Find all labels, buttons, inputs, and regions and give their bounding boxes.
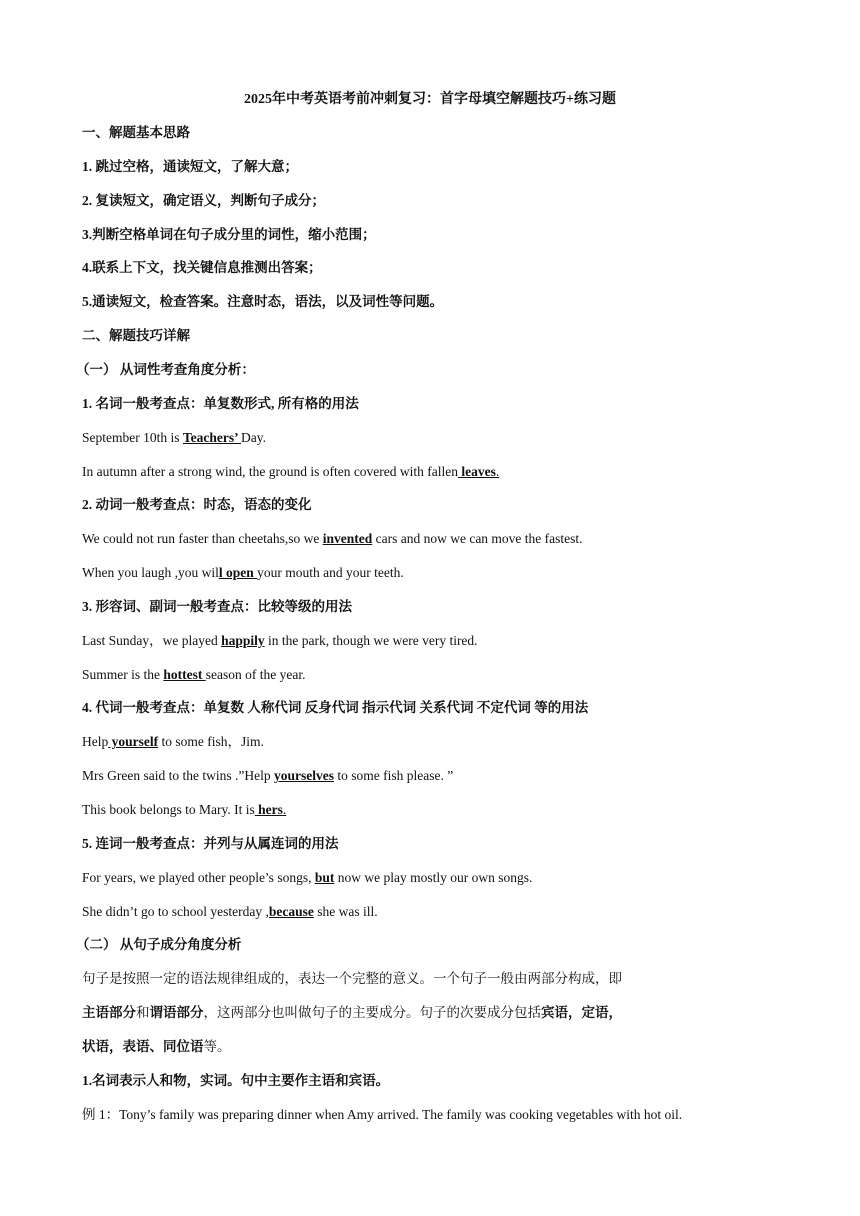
step-5: 5.通读短文，检查答案。注意时态，语法，以及词性等问题。 [82,294,444,309]
conj-example-2 [82,903,378,921]
text-before: Summer is the [82,667,164,682]
text-before: Last Sunday，we played [82,633,222,648]
term-object-attribute: 宾语，定语， [541,1005,622,1020]
term-subject: 主语部分 [82,1005,136,1020]
verb-heading: 2. 动词一般考查点：时态，语态的变化 [82,497,312,512]
step-4: 4.联系上下文，找关键信息推测出答案； [82,260,322,275]
noun-heading: 1. 名词一般考查点：单复数形式, 所有格的用法 [82,396,359,411]
text-after: to some fish please. ” [333,768,454,783]
conj-heading: 5. 连词一般考查点：并列与从属连词的用法 [82,836,339,851]
text-after: now we play mostly our own songs. [334,870,533,885]
section2-heading: 二、解题技巧详解 [82,328,190,343]
text-after: . [495,464,500,479]
pron-example-2 [82,767,453,785]
rule-1: 1.名词表示人和物，实词。句中主要作主语和宾语。 [82,1073,390,1088]
verb-example-1 [82,530,583,548]
text-after: in the park, though we were very tired. [264,633,478,648]
answer-word: happily [221,633,265,648]
answer-word: hottest [163,667,206,682]
answer-word: leaves [458,464,496,479]
term-predicate: 谓语部分 [149,1005,204,1020]
pron-heading: 4. 代词一般考查点：单复数 人称代词 反身代词 指示代词 关系代词 不定代词 等的用法 [82,700,589,715]
part1-heading: （一） 从词性考查角度分析： [76,362,255,377]
paragraph-line-2 [82,1004,622,1022]
text-end: 等。 [203,1039,231,1054]
text-after: . [282,802,287,817]
text-after: she was ill. [313,904,378,919]
answer-word: yourselves [273,768,334,783]
text-before: She didn’t go to school yesterday , [82,904,269,919]
step-1: 1. 跳过空格，通读短文，了解大意； [82,159,298,174]
text-and: 和 [136,1005,150,1020]
verb-example-2 [82,564,404,582]
text-before: September 10th is [82,430,183,445]
step-3: 3.判断空格单词在句子成分里的词性，缩小范围； [82,227,376,242]
answer-word: invented [322,531,373,546]
document-title: 2025年中考英语考前冲刺复习：首字母填空解题技巧+练习题 [244,92,616,107]
paragraph-line-3 [82,1038,231,1056]
text-before: This book belongs to Mary. It is [82,802,255,817]
text-before: Mrs Green said to the twins .”Help [82,768,274,783]
text-after: cars and now we can move the fastest. [372,531,583,546]
answer-word: l open [218,565,258,580]
text-after: your mouth and your teeth. [257,565,404,580]
answer-word: Teachers’ [182,430,241,445]
adj-example-1 [82,632,478,650]
part2-heading: （二） 从句子成分角度分析 [76,937,242,952]
text-before: In autumn after a strong wind, the ground is often covered with fallen [82,464,459,479]
adj-heading: 3. 形容词、副词一般考查点：比较等级的用法 [82,599,352,614]
text-middle: ，这两部分也叫做句子的主要成分。句子的次要成分包括 [203,1005,541,1020]
answer-word: hers [254,802,283,817]
adj-example-2 [82,666,305,684]
term-adverbial: 状语，表语、同位语 [82,1039,204,1054]
pron-example-3 [82,801,286,819]
text-after: season of the year. [205,667,306,682]
answer-word: because [268,904,314,919]
text-before: When you laugh ,you wil [82,565,219,580]
answer-word: yourself [108,734,159,749]
answer-word: but [314,870,335,885]
text-before: We could not run faster than cheetahs,so we [82,531,323,546]
conj-example-1 [82,869,532,887]
text-before: For years, we played other people’s songs, [82,870,315,885]
paragraph-line-1: 句子是按照一定的语法规律组成的，表达一个完整的意义。一个句子一般由两部分构成，即 [82,971,622,986]
example-1: 例 1：Tony’s family was preparing dinner when Amy arrived. The family was cooking vegetables with hot oil. [82,1107,683,1122]
noun-example-1 [82,429,266,447]
text-before: Help [82,734,109,749]
pron-example-1 [82,733,264,751]
step-2: 2. 复读短文，确定语义，判断句子成分； [82,193,325,208]
text-after: to some fish，Jim. [158,734,264,749]
section1-heading: 一、解题基本思路 [82,125,190,140]
noun-example-2 [82,463,499,481]
text-after: Day. [241,430,266,445]
